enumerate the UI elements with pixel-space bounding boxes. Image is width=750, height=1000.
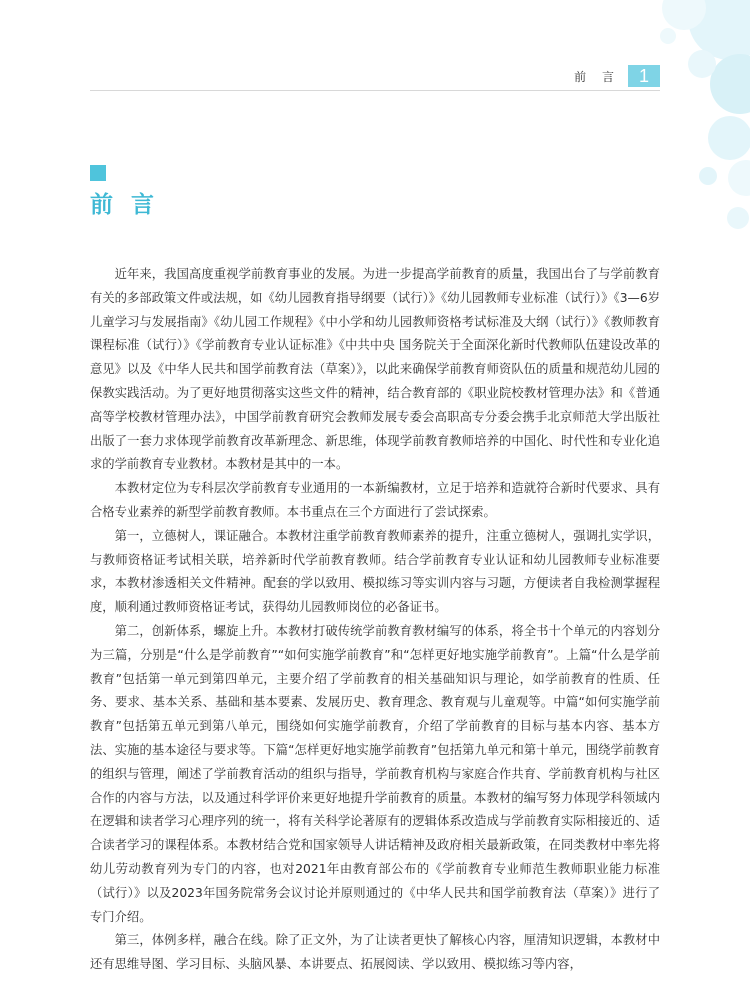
paragraph: 第三，体例多样，融合在线。除了正文外，为了让读者更快了解核心内容，厘清知识逻辑，本教材中还有思维导图、学习目标、头脑风暴、本讲要点、拓展阅读、学以致用、模拟练习等内容， — [90, 933, 660, 972]
page-number: 1 — [628, 65, 660, 87]
running-header-title: 前 言 — [574, 69, 620, 84]
page-title: 前言 — [90, 192, 172, 218]
paragraph: 第一，立德树人，课证融合。本教材注重学前教育教师素养的提升，注重立德树人，强调扎实学识，与教师资格证考试相关联，培养新时代学前教育教师。结合学前教育专业认证和幼儿园教师专业标准要求，本教材渗透相关文件精神。配套的学以致用、模拟练习等实训内容与习题，方便读者自我检测掌握程度，顺利通过教师资格证考试，获得幼儿园教师岗位的必备证书。 — [90, 528, 660, 615]
running-header — [574, 64, 660, 88]
heading-marker — [90, 165, 106, 181]
body-text — [90, 263, 660, 977]
paragraph: 第二，创新体系，螺旋上升。本教材打破传统学前教育教材编写的体系，将全书十个单元的内容划分为三篇，分别是“什么是学前教育”“如何实施学前教育”和“怎样更好地实施学前教育”。上篇“什么是学前教育”包括第一单元到第四单元，主要介绍了学前教育的相关基础知识与理论，如学前教育的性质、任务、要求、基本关系、基础和基本要素、发展历史、教育理念、教育观与儿童观等。中篇“如何实施学前教育”包括第五单元到第八单元，围绕如何实施学前教育，介绍了学前教育的目标与基本内容、基本方法、实施的基本途径与要求等。下篇“怎样更好地实施学前教育”包括第九单元和第十单元，围绕学前教育的组织与管理，阐述了学前教育活动的组织与指导，学前教育机构与家庭合作共育、学前教育机构与社区合作的内容与方法，以及通过科学评价来更好地提升学前教育的质量。本教材的编写努力体现学科领域内在逻辑和读者学习心理序列的统一，将有关科学论著原有的逻辑体系改造成与学前教育实际相接近的、适合读者学习的课程体系。本教材结合党和国家领导人讲话精神及政府相关最新政策，在同类教材中率先将幼儿劳动教育列为专门的内容，也对2021年由教育部公布的《学前教育专业师范生教师职业能力标准（试行）》以及2023年国务院常务会议讨论并原则通过的《中华人民共和国学前教育法（草案）》进行了专门介绍。 — [90, 623, 660, 924]
paragraph: 本教材定位为专科层次学前教育专业通用的一本新编教材，立足于培养和造就符合新时代要求、具有合格专业素养的新型学前教育教师。本书重点在三个方面进行了尝试探索。 — [90, 481, 660, 519]
paragraph: 近年来，我国高度重视学前教育事业的发展。为进一步提高学前教育的质量，我国出台了与学前教育有关的多部政策文件或法规，如《幼儿园教育指导纲要（试行）》《幼儿园教师专业标准（试行）》《3—6岁儿童学习与发展指南》《幼儿园工作规程》《中小学和幼儿园教师资格考试标准及大纲（试行）》《教师教育课程标准（试行）》《学前教育专业认证标准》《中共中央 国务院关于全面深化新时代教师队伍建设改革的意见》以及《中华人民共和国学前教育法（草案）》，以此来确保学前教育师资队伍的质量和规范幼儿园的保教实践活动。为了更好地贯彻落实这些文件的精神，结合教育部的《职业院校教材管理办法》和《普通高等学校教材管理办法》，中国学前教育研究会教师发展专委会高职高专分委会携手北京师范大学出版社出版了一套力求体现学前教育改革新理念、新思维，体现学前教育教师培养的中国化、时代性和专业化追求的学前教育专业教材。本教材是其中的一本。 — [90, 267, 660, 472]
header-rule — [90, 90, 660, 91]
decorative-bubbles — [580, 0, 750, 240]
